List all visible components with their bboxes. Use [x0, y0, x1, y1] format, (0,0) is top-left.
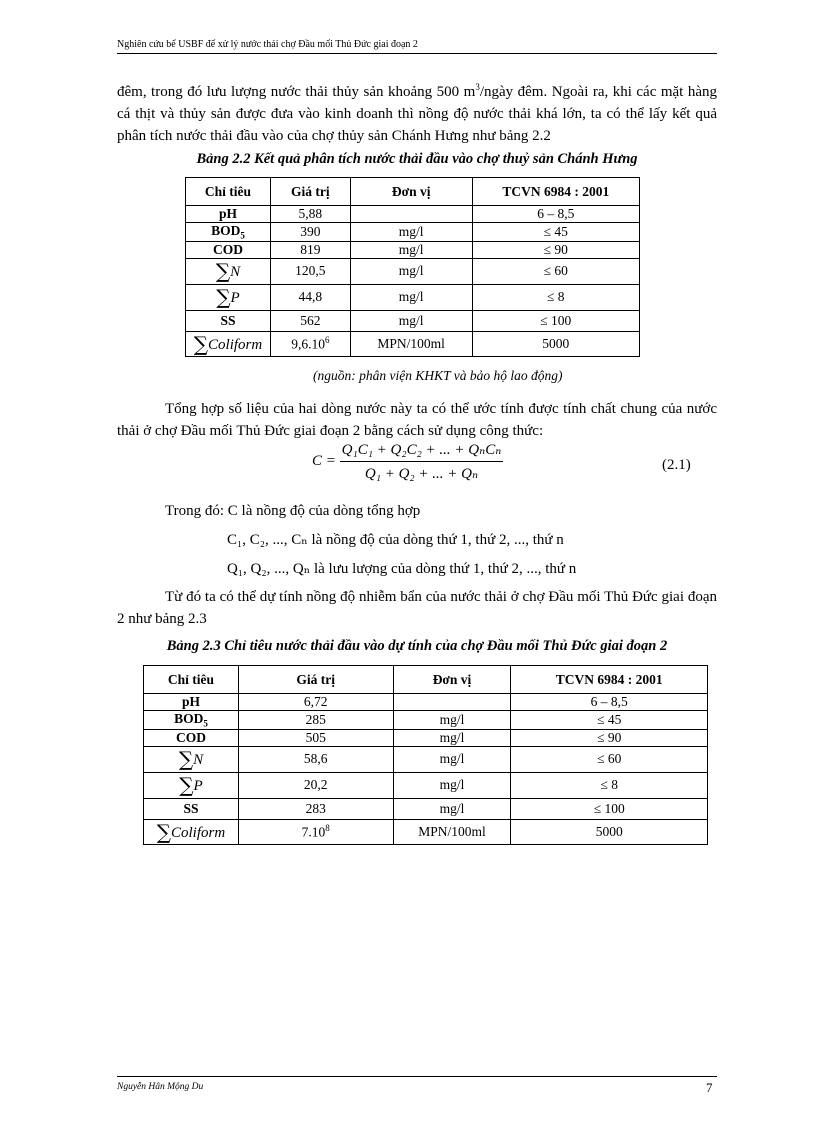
equation-number: (2.1) — [662, 457, 691, 473]
unit-cell: mg/l — [350, 284, 472, 310]
value-cell: 285 — [238, 711, 393, 730]
param-subscript: 5 — [240, 230, 245, 241]
param-cell — [144, 819, 239, 844]
standard-cell: ≤ 90 — [472, 241, 639, 258]
header-value: Giá trị — [238, 666, 393, 694]
table-2-3 — [143, 665, 708, 845]
value-cell: 819 — [270, 241, 350, 258]
formula-numerator: Q₁C₁ + Q₂C₂ + ... + QₙCₙ — [340, 440, 504, 462]
standard-cell: 5000 — [511, 819, 708, 844]
table-row — [186, 223, 640, 242]
standard-cell: 5000 — [472, 331, 639, 356]
standard-cell: ≤ 100 — [472, 310, 639, 331]
value-exponent: 8 — [325, 822, 330, 833]
param-name: BOD — [174, 711, 204, 726]
table-row — [144, 746, 708, 772]
where-line-3: Q₁, Q₂, ..., Qₙ là lưu lượng của dòng thứ 1, thứ 2, ..., thứ n — [227, 561, 577, 577]
unit-cell: mg/l — [350, 310, 472, 331]
sigma-icon: ∑ — [178, 747, 194, 772]
header-param: Chỉ tiêu — [144, 666, 239, 694]
intro-text-b: /ngày đêm. Ngoài ra, khi các mặt hàng cá thịt và thủy sản được đưa vào kinh doanh thì nồng độ nước thải khá lớn, ta có thể lấy kết quả phân tích nước thải đầu vào của chợ thủy sản Chánh Hưng như bảng 2.2 — [117, 84, 717, 144]
footer-divider — [117, 1076, 717, 1077]
unit-cell: mg/l — [393, 711, 511, 730]
sigma-icon: ∑ — [193, 331, 209, 356]
value-cell: 120,5 — [270, 258, 350, 284]
param-cell — [186, 223, 271, 242]
param-cell: SS — [144, 798, 239, 819]
unit-cell: mg/l — [350, 223, 472, 242]
param-name: N — [193, 752, 204, 769]
param-cell — [186, 284, 271, 310]
param-cell: COD — [186, 241, 271, 258]
param-cell — [144, 772, 239, 798]
standard-cell: ≤ 8 — [472, 284, 639, 310]
unit-cell — [350, 206, 472, 223]
standard-cell: ≤ 8 — [511, 772, 708, 798]
unit-cell: mg/l — [393, 729, 511, 746]
param-name: P — [193, 778, 203, 795]
table-header-row — [186, 178, 640, 206]
param-name: Coliform — [171, 824, 226, 841]
header-standard: TCVN 6984 : 2001 — [472, 178, 639, 206]
standard-cell: ≤ 45 — [472, 223, 639, 242]
unit-cell: MPN/100ml — [393, 819, 511, 844]
header-standard: TCVN 6984 : 2001 — [511, 666, 708, 694]
table-header-row — [144, 666, 708, 694]
table-row — [186, 310, 640, 331]
value-exponent: 6 — [324, 334, 330, 345]
page-number: 7 — [706, 1080, 713, 1095]
table-row — [144, 729, 708, 746]
value-base: 7.10 — [301, 824, 326, 840]
table-row — [144, 772, 708, 798]
unit-cell: mg/l — [350, 258, 472, 284]
formula-2-1 — [312, 440, 503, 483]
sigma-icon: ∑ — [156, 819, 171, 844]
table-row — [144, 694, 708, 711]
footer-author: Nguyễn Hân Mộng Du — [117, 1082, 204, 1092]
where-line-2: C₁, C₂, ..., Cₙ là nồng độ của dòng thứ 1, thứ 2, ..., thứ n — [227, 532, 564, 548]
table-2-2-caption: Bảng 2.2 Kết quả phân tích nước thải đầu vào chợ thuỷ sản Chánh Hưng — [196, 151, 638, 167]
standard-cell: ≤ 45 — [511, 711, 708, 730]
value-cell: 562 — [270, 310, 350, 331]
unit-cell: MPN/100ml — [350, 331, 472, 356]
header-value: Giá trị — [270, 178, 350, 206]
standard-cell: ≤ 100 — [511, 798, 708, 819]
value-cell: 6,72 — [238, 694, 393, 711]
standard-cell: ≤ 90 — [511, 729, 708, 746]
param-cell — [144, 711, 239, 730]
value-cell: 505 — [238, 729, 393, 746]
summary-paragraph: Tổng hợp số liệu của hai dòng nước này ta có thể ước tính được tính chất chung của nước thải ở chợ Đầu mối Thủ Đức giai đoạn 2 bằng cách sử dụng công thức: — [117, 401, 717, 439]
value-cell: 44,8 — [270, 284, 350, 310]
standard-cell: 6 – 8,5 — [511, 694, 708, 711]
param-cell: pH — [144, 694, 239, 711]
value-cell: 58,6 — [238, 746, 393, 772]
table-row — [186, 241, 640, 258]
param-cell — [144, 746, 239, 772]
param-name: N — [230, 264, 241, 281]
unit-cell: mg/l — [393, 772, 511, 798]
where-line-1: Trong đó: C là nồng độ của dòng tổng hợp — [165, 503, 421, 519]
unit-cell: mg/l — [393, 746, 511, 772]
table-2-2 — [185, 177, 640, 357]
header-unit: Đơn vị — [350, 178, 472, 206]
param-cell: pH — [186, 206, 271, 223]
value-cell: 283 — [238, 798, 393, 819]
unit-cell: mg/l — [350, 241, 472, 258]
table-row — [144, 711, 708, 730]
value-cell: 5,88 — [270, 206, 350, 223]
standard-cell: ≤ 60 — [472, 258, 639, 284]
table-row — [186, 258, 640, 284]
intro-superscript: 3 — [475, 82, 480, 92]
param-name: P — [230, 290, 240, 307]
sigma-icon: ∑ — [179, 773, 194, 798]
header-param: Chỉ tiêu — [186, 178, 271, 206]
table-2-3-caption: Bảng 2.3 Chỉ tiêu nước thải đầu vào dự tính của chợ Đầu mối Thủ Đức giai đoạn 2 — [166, 638, 668, 654]
param-cell: SS — [186, 310, 271, 331]
table-row — [186, 284, 640, 310]
sigma-icon: ∑ — [216, 285, 231, 310]
param-cell: COD — [144, 729, 239, 746]
unit-cell: mg/l — [393, 798, 511, 819]
value-base: 9,6.10 — [291, 336, 325, 352]
value-cell: 390 — [270, 223, 350, 242]
param-name: Coliform — [208, 336, 263, 353]
param-cell — [186, 331, 271, 356]
standard-cell: 6 – 8,5 — [472, 206, 639, 223]
standard-cell: ≤ 60 — [511, 746, 708, 772]
table-2-2-source: (nguồn: phân viện KHKT và bảo hộ lao động) — [313, 368, 563, 383]
formula-denominator: Q₁ + Q₂ + ... + Qₙ — [364, 466, 479, 482]
table-row — [186, 206, 640, 223]
intro-text-a: đêm, trong đó lưu lượng nước thải thủy sản khoảng 500 m — [117, 84, 476, 100]
table-row — [144, 819, 708, 844]
formula-lhs: C = — [312, 452, 336, 469]
value-cell — [238, 819, 393, 844]
value-cell — [270, 331, 350, 356]
table-row — [186, 331, 640, 356]
param-cell — [186, 258, 271, 284]
page-header: Nghiên cứu bể USBF để xử lý nước thải chợ Đầu mối Thủ Đức giai đoạn 2 — [117, 39, 717, 54]
param-name: BOD — [211, 223, 241, 238]
unit-cell — [393, 694, 511, 711]
intro-paragraph — [117, 76, 717, 147]
param-subscript: 5 — [203, 718, 208, 729]
value-cell: 20,2 — [238, 772, 393, 798]
conclusion-paragraph: Từ đó ta có thể dự tính nồng độ nhiễm bẩn của nước thải ở chợ Đầu mối Thủ Đức giai đoạn 2 như bảng 2.3 — [117, 589, 717, 627]
formula-fraction — [340, 440, 504, 483]
table-row — [144, 798, 708, 819]
header-unit: Đơn vị — [393, 666, 511, 694]
sigma-icon: ∑ — [215, 259, 231, 284]
